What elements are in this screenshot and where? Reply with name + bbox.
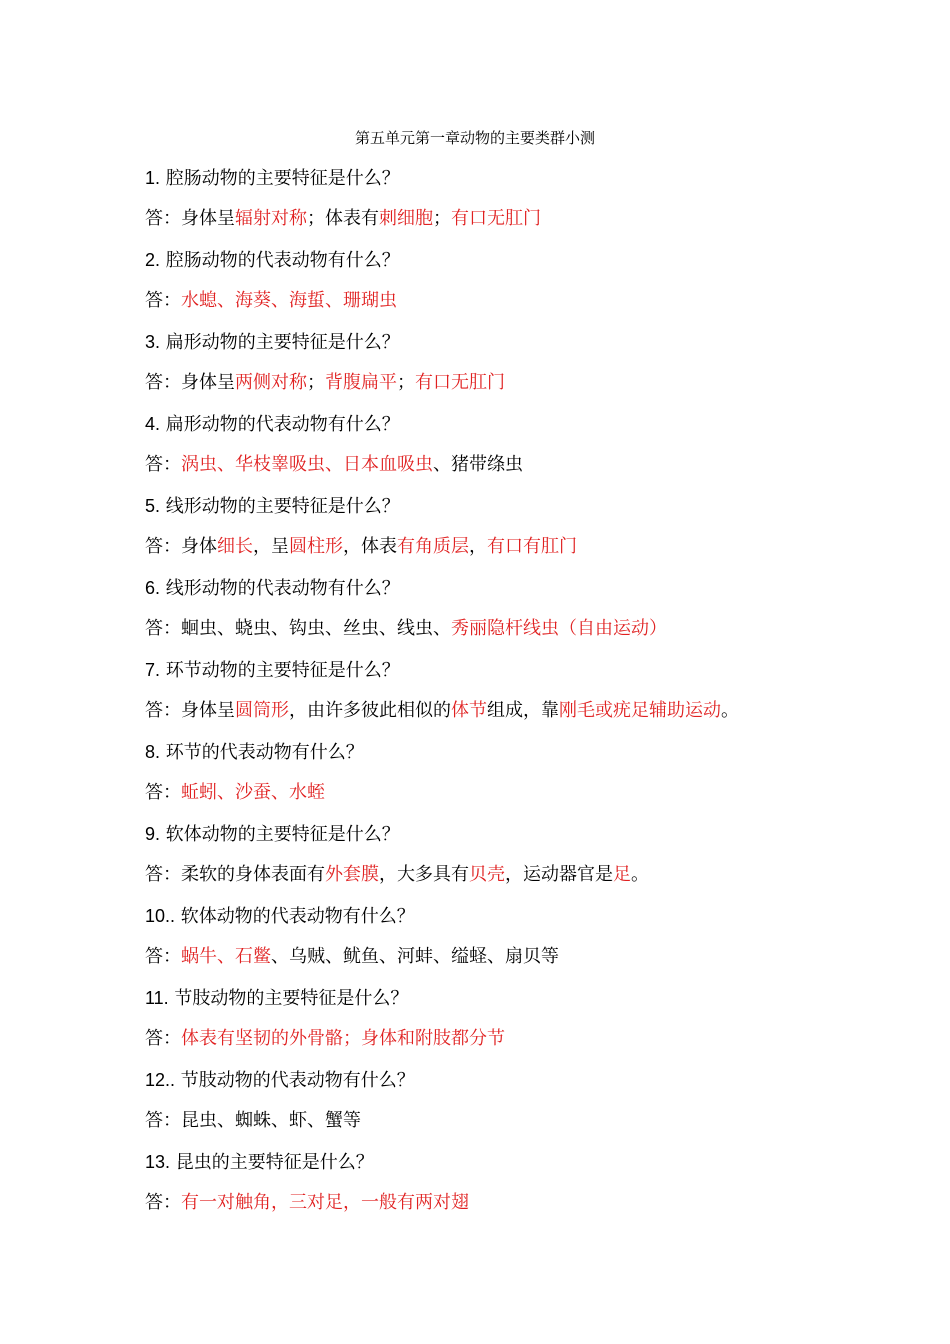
answer-9: [145, 862, 925, 888]
question-text: 线形动物的代表动物有什么？: [165, 578, 400, 599]
answer-text: ，运动器官是: [505, 864, 613, 885]
answer-highlight: 刚毛或疣足辅助运动: [559, 700, 721, 721]
question-5: [145, 493, 925, 520]
answer-text: ；: [307, 372, 325, 393]
answer-text: 答：蛔虫、蛲虫、钩虫、丝虫、线虫、: [145, 618, 451, 639]
question-number: 11.: [145, 988, 169, 1008]
question-number: 5.: [145, 496, 161, 516]
question-7: [145, 657, 925, 684]
question-text: 节肢动物的主要特征是什么？: [174, 988, 409, 1009]
question-number: 9.: [145, 824, 161, 844]
answer-text: 答：: [145, 946, 181, 967]
answer-text: 答：: [145, 1192, 181, 1213]
answer-highlight: 外套膜: [325, 864, 379, 885]
question-3: [145, 329, 925, 356]
answer-highlight: 细长: [217, 536, 253, 557]
question-text: 软体动物的代表动物有什么？: [180, 906, 415, 927]
answer-text: 组成，靠: [487, 700, 559, 721]
answer-text: 答：昆虫、蜘蛛、虾、蟹等: [145, 1110, 361, 1131]
answer-1: [145, 206, 925, 232]
question-text: 扁形动物的主要特征是什么？: [165, 332, 400, 353]
answer-text: ，: [469, 536, 487, 557]
answer-text: 答：: [145, 290, 181, 311]
answer-7: [145, 698, 925, 724]
question-number: 12..: [145, 1070, 176, 1090]
answer-8: [145, 780, 925, 806]
answer-highlight: 有口有肛门: [487, 536, 577, 557]
question-text: 腔肠动物的代表动物有什么？: [165, 250, 400, 271]
question-text: 腔肠动物的主要特征是什么？: [165, 168, 400, 189]
question-text: 扁形动物的代表动物有什么？: [165, 414, 400, 435]
answer-text: 、猪带绦虫: [433, 454, 523, 475]
question-number: 4.: [145, 414, 161, 434]
answer-text: 、乌贼、鱿鱼、河蚌、缢蛏、扇贝等: [271, 946, 559, 967]
answer-text: 答：: [145, 782, 181, 803]
answer-highlight: 辐射对称: [235, 208, 307, 229]
answer-text: ；: [433, 208, 451, 229]
question-number: 2.: [145, 250, 161, 270]
question-number: 10..: [145, 906, 176, 926]
answer-text: 答：身体呈: [145, 208, 235, 229]
answer-text: 答：身体: [145, 536, 217, 557]
answer-highlight: 水螅、海葵、海蜇、珊瑚虫: [181, 290, 397, 311]
answer-text: 。: [721, 700, 739, 721]
answer-highlight: 刺细胞: [379, 208, 433, 229]
answer-text: 答：: [145, 1028, 181, 1049]
answer-highlight: 秀丽隐杆线虫（自由运动）: [451, 618, 667, 639]
question-number: 13.: [145, 1152, 171, 1172]
answer-text: 答：身体呈: [145, 372, 235, 393]
question-4: [145, 411, 925, 438]
answer-text: ；: [397, 372, 415, 393]
answer-3: [145, 370, 925, 396]
answer-highlight: 圆筒形: [235, 700, 289, 721]
question-text: 环节的代表动物有什么？: [165, 742, 364, 763]
answer-highlight: 贝壳: [469, 864, 505, 885]
question-2: [145, 247, 925, 274]
answer-text: ，呈: [253, 536, 289, 557]
answer-text: ，由许多彼此相似的: [289, 700, 451, 721]
answer-highlight: 有一对触角，三对足，一般有两对翅: [181, 1192, 469, 1213]
answer-highlight: 体节: [451, 700, 487, 721]
question-text: 昆虫的主要特征是什么？: [175, 1152, 374, 1173]
answer-highlight: 足: [613, 864, 631, 885]
answer-5: [145, 534, 925, 560]
answer-13: [145, 1190, 925, 1216]
question-10: [145, 903, 925, 930]
answer-highlight: 有口无肛门: [415, 372, 505, 393]
answer-4: [145, 452, 925, 478]
question-13: [145, 1149, 925, 1176]
question-text: 线形动物的主要特征是什么？: [165, 496, 400, 517]
answer-6: [145, 616, 925, 642]
answer-text: 答：柔软的身体表面有: [145, 864, 325, 885]
answer-11: [145, 1026, 925, 1052]
question-number: 7.: [145, 660, 161, 680]
answer-highlight: 有口无肛门: [451, 208, 541, 229]
answer-highlight: 涡虫、华枝睾吸虫、日本血吸虫: [181, 454, 433, 475]
question-text: 软体动物的主要特征是什么？: [165, 824, 400, 845]
question-number: 6.: [145, 578, 161, 598]
answer-2: [145, 288, 925, 314]
question-text: 节肢动物的代表动物有什么？: [180, 1070, 415, 1091]
answer-10: [145, 944, 925, 970]
answer-highlight: 两侧对称: [235, 372, 307, 393]
question-text: 环节动物的主要特征是什么？: [165, 660, 400, 681]
question-8: [145, 739, 925, 766]
question-9: [145, 821, 925, 848]
answer-highlight: 背腹扁平: [325, 372, 397, 393]
answer-text: ，体表: [343, 536, 397, 557]
answer-text: 答：身体呈: [145, 700, 235, 721]
answer-highlight: 圆柱形: [289, 536, 343, 557]
answer-highlight: 体表有坚韧的外骨骼；身体和附肢都分节: [181, 1028, 505, 1049]
question-12: [145, 1067, 925, 1094]
question-number: 1.: [145, 168, 161, 188]
answer-text: ，大多具有: [379, 864, 469, 885]
answer-12: [145, 1108, 925, 1134]
question-number: 8.: [145, 742, 161, 762]
question-11: [145, 985, 925, 1012]
answer-highlight: 有角质层: [397, 536, 469, 557]
question-6: [145, 575, 925, 602]
question-number: 3.: [145, 332, 161, 352]
answer-text: 。: [631, 864, 649, 885]
answer-text: 答：: [145, 454, 181, 475]
answer-highlight: 蚯蚓、沙蚕、水蛭: [181, 782, 325, 803]
answer-highlight: 蜗牛、石鳖: [181, 946, 271, 967]
answer-text: ；体表有: [307, 208, 379, 229]
page-title: 第五单元第一章动物的主要类群小测: [354, 129, 595, 147]
question-1: [145, 165, 925, 192]
